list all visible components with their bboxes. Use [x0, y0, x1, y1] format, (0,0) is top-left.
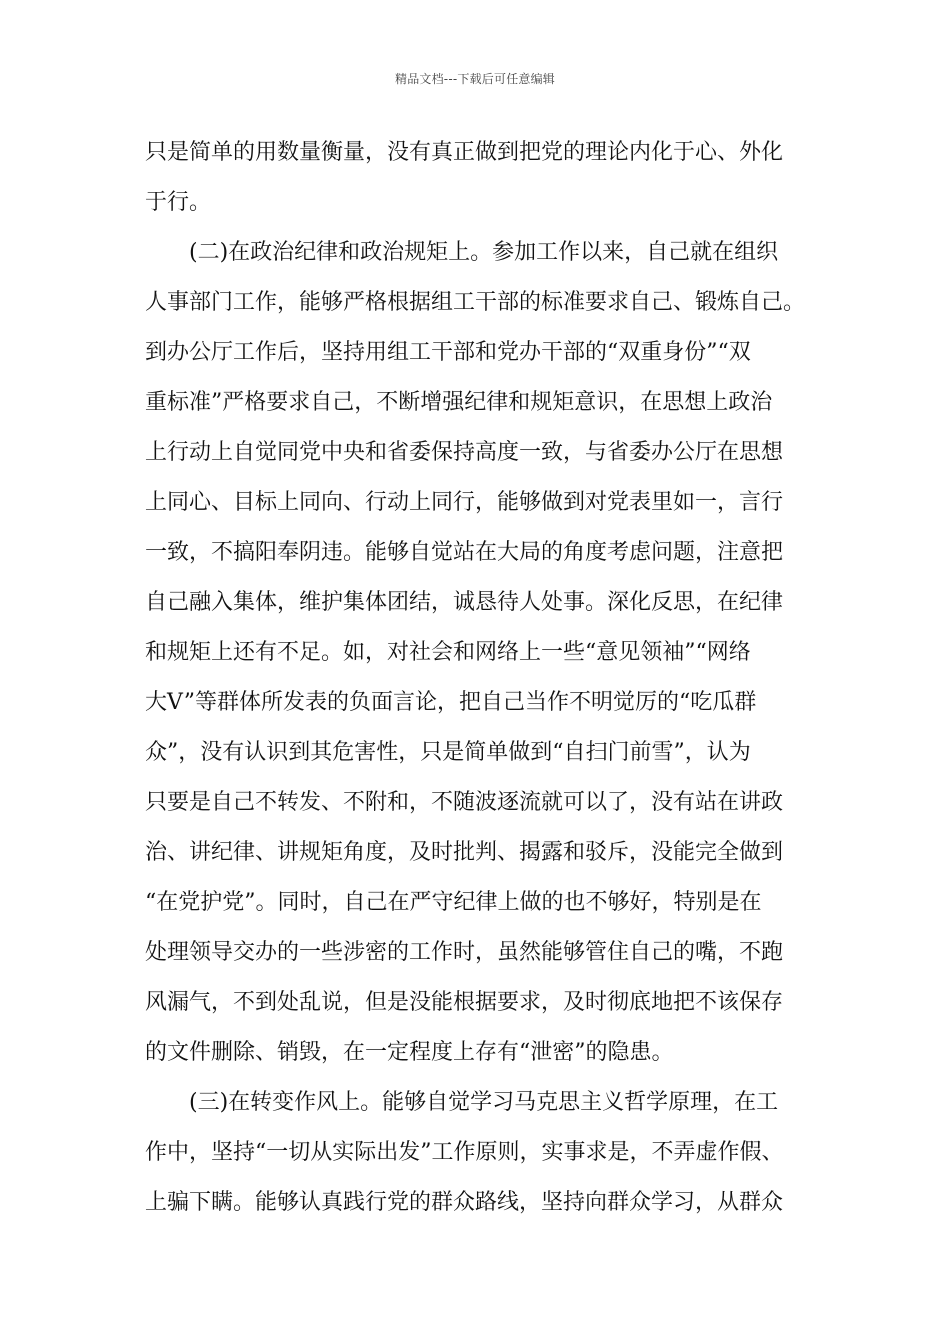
text-line: “在党护党”。同时，自己在严守纪律上做的也不够好，特别是在	[145, 890, 762, 915]
text-line: 一致，不搞阳奉阴违。能够自觉站在大局的角度考虑问题，注意把	[145, 540, 784, 565]
section-heading-line: (二)在政治纪律和政治规矩上。参加工作以来，自己就在组织	[189, 240, 779, 265]
text-line: 于行。	[145, 190, 212, 215]
text-line: 到办公厅工作后，坚持用组工干部和党办干部的“双重身份”“双	[145, 340, 751, 365]
text-line: 重标准”严格要求自己，不断增强纪律和规矩意识，在思想上政治	[145, 390, 773, 415]
text-line: 作中，坚持“一切从实际出发”工作原则，实事求是，不弄虚作假、	[145, 1140, 784, 1165]
text-line: 上行动上自觉同党中央和省委保持高度一致，与省委办公厅在思想	[145, 440, 784, 465]
text-line: 和规矩上还有不足。如，对社会和网络上一些“意见领袖”“网络	[145, 640, 751, 665]
page-header: 精品文档---下载后可任意编辑	[395, 72, 555, 86]
text-line: 上骗下瞒。能够认真践行党的群众路线，坚持向群众学习，从群众	[145, 1190, 784, 1215]
text-line: 大V”等群体所发表的负面言论，把自己当作不明觉厉的“吃瓜群	[145, 690, 757, 715]
text-line: 人事部门工作，能够严格根据组工干部的标准要求自己、锻炼自己。	[145, 290, 806, 315]
text-line: 众”，没有认识到其危害性，只是简单做到“自扫门前雪”，认为	[145, 740, 751, 765]
text-line: 治、讲纪律、讲规矩角度，及时批判、揭露和驳斥，没能完全做到	[145, 840, 784, 865]
section-heading-line: (三)在转变作风上。能够自觉学习马克思主义哲学原理，在工	[189, 1090, 779, 1115]
text-line: 的文件删除、销毁，在一定程度上存有“泄密”的隐患。	[145, 1040, 674, 1065]
text-line: 只要是自己不转发、不附和，不随波逐流就可以了，没有站在讲政	[145, 790, 784, 815]
text-line: 自己融入集体，维护集体团结，诚恳待人处事。深化反思，在纪律	[145, 590, 784, 615]
text-line: 只是简单的用数量衡量，没有真正做到把党的理论内化于心、外化	[145, 140, 784, 165]
text-line: 风漏气，不到处乱说，但是没能根据要求，及时彻底地把不该保存	[145, 990, 784, 1015]
text-line: 处理领导交办的一些涉密的工作时，虽然能够管住自己的嘴，不跑	[145, 940, 784, 965]
body-text	[145, 128, 815, 1228]
text-line: 上同心、目标上同向、行动上同行，能够做到对党表里如一，言行	[145, 490, 784, 515]
